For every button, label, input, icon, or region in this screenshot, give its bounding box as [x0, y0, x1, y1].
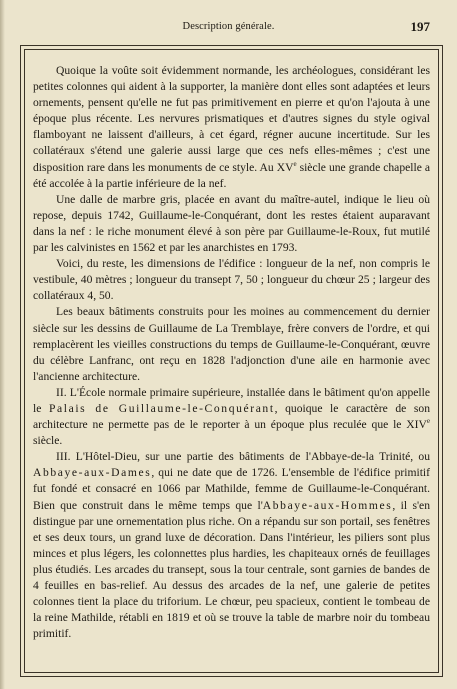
text-run: Une dalle de marbre gris, placée en avant du maître-autel, indique le lieu où repose, depuis 1742, Guillaume-le-Conquérant, dont les restes étaient auparavant dans la nef : le riche monument élevé à son père par Guillaume-le-Roux, fut mutilé par les calvinistes en 1562 et par les anarchistes en 1793.	[33, 192, 430, 255]
text-run: Quoique la voûte soit évidemment normande, les archéologues, considérant les petites colonnes qui aident à la supporter, la manière dont elles sont adaptées et leurs ornements, pensent qu'elle ne fut pas primitivement en pierre et qu'on l'ajouta à une époque plus récente. Les nervures prismatiques et d'autres signes du style ogival flamboyant ne laissent d'ailleurs, à cet égard, régner aucune incertitude. Sur les collatéraux s'étend une galerie aussi large que ces nefs elles-mêmes ; c'est une disposition rare dans les monuments de ce style. Au XV	[33, 64, 430, 174]
running-title: Description générale.	[182, 21, 275, 32]
paragraph	[33, 256, 430, 304]
text-run: siècle une grande chapelle a été accolée à la partie inférieure de la nef.	[33, 160, 431, 190]
text-run: , il s'en distingue par une ornementation plus riche. On a répandu sur son portail, ses fenêtres et ses deux tours, un grand luxe de décoration. Dans l'intérieur, les piliers sont plus minces et plus légers, les colonnettes plus hardies, les chapiteaux ornés de feuillages plus étudiés. Les arcades du transept, sous la tour centrale, sont garnies de bandes de 4 feuilles en bas-relief. Au dessus des arcades de la nef, une galerie de petites colonnes tient la place du triforium. Le chœur, peu spacieux, contient le tombeau de la reine Mathilde, rétabli en 1819 et où se trouve la table de marbre noir du tombeau primitif.	[33, 498, 430, 641]
emphasized-name: Abbaye-aux-Dames	[33, 466, 152, 480]
superscript-text: e	[293, 159, 297, 168]
emphasized-name: Abbaye-aux-Hommes	[262, 498, 393, 512]
text-run: siècle.	[33, 434, 63, 448]
page-number: 197	[410, 19, 430, 34]
emphasized-name: Palais de Guillaume-le-Conquérant	[48, 401, 275, 415]
body-text	[33, 63, 430, 642]
text-run: III. L'Hôtel-Dieu, sur une partie des bâtiments de l'Abbaye-de-la Trinité, ou	[56, 450, 430, 464]
page-gutter-shadow	[0, 0, 5, 689]
paragraph	[33, 385, 430, 449]
paragraph	[33, 304, 430, 384]
text-run: II. L'École normale primaire supérieure, installée dans le bâtiment qu'on appelle le	[33, 385, 430, 415]
text-run: , quoique le caractère de son architecture ne permette pas de le reporter à un époque plus reculée que le XIV	[33, 401, 431, 432]
paragraph	[33, 192, 430, 256]
paragraph	[33, 449, 430, 642]
text-run: , qui ne date que de 1726. L'ensemble de l'édifice primitif fut fondé et consacré en 1066 par Mathilde, femme de Guillaume-le-Conquérant. Bien que construit dans le même temps que l'	[33, 466, 430, 512]
paragraph	[33, 63, 430, 192]
text-run: Les beaux bâtiments construits pour les moines au commencement du dernier siècle sur les dessins de Guillaume de La Tremblaye, frère convers de l'ordre, et qui remplacèrent les vieilles constructions du temps de Guillaume-le-Conquérant, œuvre du célèbre Lanfranc, ont reçu en 1828 l'adjonction d'une aile en harmonie avec l'ancienne architecture.	[33, 305, 430, 383]
page-header	[0, 20, 457, 38]
text-run: Voici, du reste, les dimensions de l'édifice : longueur de la nef, non compris le vestibule, 40 mètres ; longueur du transept 7, 50 ; longueur du chœur 25 ; largeur des collatéraux 4, 50.	[33, 257, 430, 303]
superscript-text: e	[426, 417, 430, 426]
